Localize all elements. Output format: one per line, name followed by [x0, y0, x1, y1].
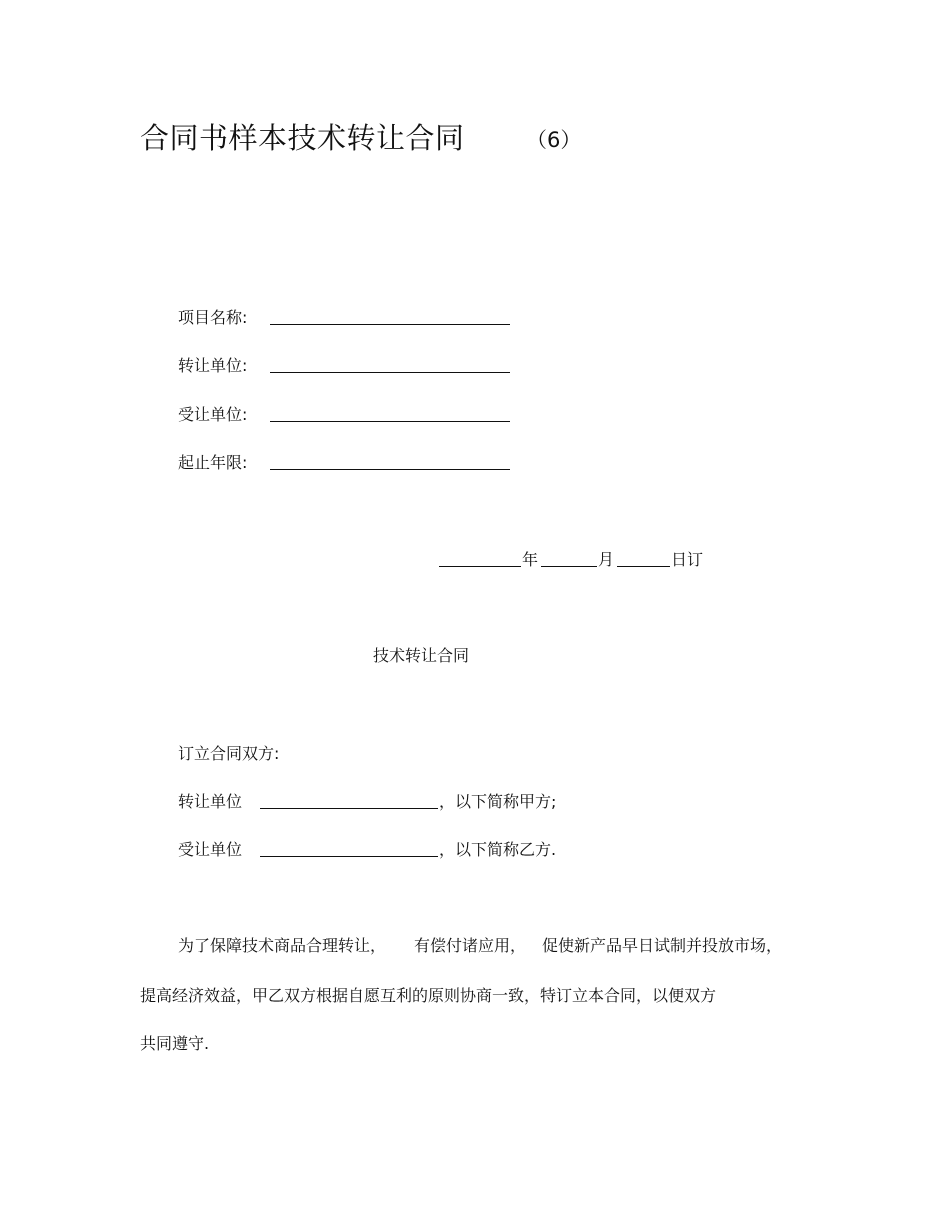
date-month-blank[interactable] — [541, 566, 597, 567]
party-line-transferee[interactable] — [260, 856, 438, 857]
field-line-transferor[interactable] — [270, 372, 510, 373]
date-month-label: 月 — [598, 550, 615, 569]
party-line-transferor[interactable] — [260, 808, 438, 809]
field-line-transferee[interactable] — [270, 421, 510, 422]
date-day-label: 日订 — [671, 550, 704, 569]
document-title: 合同书样本技术转让合同 — [140, 121, 465, 155]
party-label-transferee: 受让单位 — [178, 840, 243, 859]
field-label-transferee: 受让单位: — [178, 405, 248, 424]
party-suffix-transferee: ，以下简称乙方. — [439, 840, 557, 859]
field-label-transferor: 转让单位: — [178, 356, 248, 375]
field-line-term[interactable] — [270, 469, 510, 470]
parties-heading: 订立合同双方: — [178, 744, 280, 763]
preamble-line-2: 提高经济效益，甲乙双方根据自愿互利的原则协商一致，特订立本合同，以便双方 — [140, 986, 717, 1005]
preamble-line-1a: 为了保障技术商品合理转让， — [178, 936, 387, 955]
field-label-term: 起止年限: — [178, 453, 248, 472]
party-label-transferor: 转让单位 — [178, 792, 243, 811]
field-line-project-name[interactable] — [270, 324, 510, 325]
preamble-line-3: 共同遵守. — [140, 1034, 210, 1053]
date-year-blank[interactable] — [439, 566, 521, 567]
document-title-number: （6） — [526, 128, 582, 152]
preamble-line-1b: 有偿付诸应用， — [414, 936, 527, 955]
date-day-blank[interactable] — [617, 566, 670, 567]
preamble-line-1c: 促使新产品早日试制并投放市场， — [542, 936, 783, 955]
field-label-project-name: 项目名称: — [178, 308, 248, 327]
date-year-label: 年 — [522, 550, 539, 569]
contract-title: 技术转让合同 — [373, 646, 470, 665]
party-suffix-transferor: ，以下简称甲方; — [439, 792, 557, 811]
